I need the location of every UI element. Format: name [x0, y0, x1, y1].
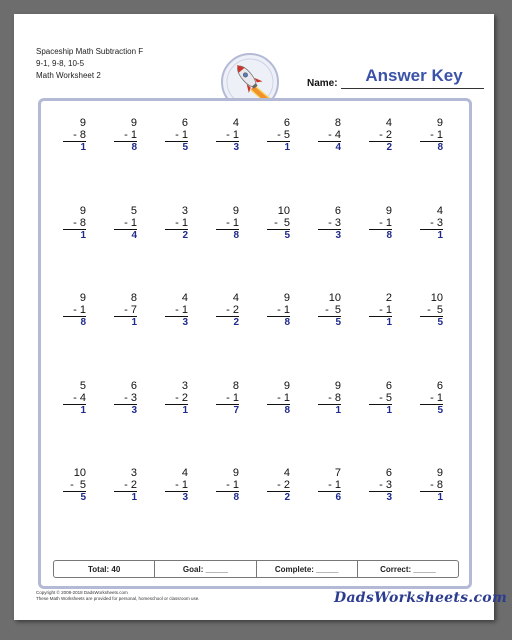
- subtraction-problem: [51, 380, 102, 468]
- answer: 5: [284, 229, 290, 241]
- subtrahend: - 8: [73, 216, 86, 229]
- brand-logo[interactable]: DadsWorksheets.com: [334, 590, 508, 606]
- answer: 8: [80, 317, 86, 328]
- subtraction-problem: [102, 467, 153, 555]
- minuend: 10: [277, 204, 290, 217]
- subtraction-problem: [357, 205, 408, 293]
- answer: 8: [284, 317, 290, 328]
- usage-text: These Math Worksheets are provided for personal, homeschool or classroom use.: [36, 596, 200, 601]
- answer: 5: [80, 492, 86, 503]
- minuend: 9: [283, 292, 290, 304]
- minuend: 9: [334, 379, 341, 392]
- score-total: Total: 40: [54, 561, 155, 577]
- answer: 1: [80, 229, 86, 241]
- answer: 4: [131, 229, 137, 241]
- minuend: 9: [436, 467, 443, 479]
- subtraction-problem: [408, 292, 459, 380]
- answer: 5: [437, 404, 443, 416]
- subtrahend: - 4: [328, 129, 341, 141]
- minuend: 6: [181, 117, 188, 129]
- subtrahend: - 1: [277, 304, 290, 316]
- subtrahend: - 1: [226, 129, 239, 141]
- answer: 1: [284, 142, 290, 153]
- answer: 8: [233, 492, 239, 503]
- answer: 8: [284, 404, 290, 416]
- subtraction-problem: [306, 467, 357, 555]
- minuend: 9: [232, 467, 239, 479]
- subtrahend: - 3: [430, 216, 443, 229]
- subtraction-problem: [102, 380, 153, 468]
- score-complete[interactable]: Complete: _____: [257, 561, 358, 577]
- answer: 1: [437, 229, 443, 241]
- minuend: 3: [130, 467, 137, 479]
- minuend: 6: [334, 204, 341, 217]
- footer-copyright: [36, 590, 200, 602]
- problem-grid: [41, 117, 479, 555]
- answer: 1: [80, 142, 86, 153]
- subtrahend: - 3: [328, 216, 341, 229]
- minuend: 5: [79, 379, 86, 392]
- answer: 4: [335, 142, 341, 153]
- subtrahend: - 1: [226, 216, 239, 229]
- minuend: 6: [385, 467, 392, 479]
- subtraction-problem: [255, 380, 306, 468]
- minuend: 4: [232, 117, 239, 129]
- subtraction-problem: [102, 205, 153, 293]
- minuend: 4: [181, 467, 188, 479]
- answer: 3: [131, 404, 137, 416]
- subtraction-problem: [408, 205, 459, 293]
- subtrahend: - 1: [379, 216, 392, 229]
- answer: 5: [335, 317, 341, 328]
- subtrahend: - 1: [430, 129, 443, 141]
- name-label: Name:: [307, 78, 338, 89]
- subtrahend: - 5: [277, 129, 290, 141]
- answer: 1: [335, 404, 341, 416]
- subtrahend: - 1: [124, 129, 137, 141]
- subtrahend: - 8: [328, 391, 341, 404]
- minuend: 2: [385, 292, 392, 304]
- subtrahend: - 1: [430, 391, 443, 404]
- subtrahend: - 4: [73, 391, 86, 404]
- minuend: 4: [283, 467, 290, 479]
- subtrahend: - 1: [124, 216, 137, 229]
- score-bar: [53, 560, 459, 578]
- subtraction-problem: [306, 380, 357, 468]
- minuend: 5: [130, 204, 137, 217]
- minuend: 3: [181, 379, 188, 392]
- subtrahend: - 1: [328, 479, 341, 491]
- subtrahend: - 3: [379, 479, 392, 491]
- subtraction-problem: [255, 205, 306, 293]
- minuend: 7: [334, 467, 341, 479]
- subtraction-problem: [204, 467, 255, 555]
- score-correct[interactable]: Correct: _____: [380, 564, 436, 574]
- minuend: 6: [436, 379, 443, 392]
- answer: 8: [131, 142, 137, 153]
- subtraction-problem: [255, 117, 306, 205]
- answer: 2: [386, 142, 392, 153]
- name-field-line[interactable]: [341, 88, 484, 89]
- answer: 1: [386, 317, 392, 328]
- subtraction-problem: [51, 467, 102, 555]
- minuend: 8: [334, 117, 341, 129]
- worksheet-title: Spaceship Math Subtraction F: [36, 47, 144, 56]
- subtrahend: - 1: [226, 479, 239, 491]
- subtrahend: - 1: [175, 129, 188, 141]
- answer: 7: [233, 404, 239, 416]
- subtraction-problem: [357, 467, 408, 555]
- subtraction-problem: [153, 292, 204, 380]
- subtrahend: - 1: [379, 304, 392, 316]
- subtraction-problem: [102, 117, 153, 205]
- subtrahend: - 1: [175, 304, 188, 316]
- subtraction-problem: [153, 380, 204, 468]
- subtraction-problem: [204, 380, 255, 468]
- worksheet-facts: 9-1, 9-8, 10-5: [36, 59, 85, 68]
- subtraction-problem: [153, 117, 204, 205]
- subtraction-problem: [408, 117, 459, 205]
- minuend: 4: [181, 292, 188, 304]
- subtrahend: - 2: [175, 391, 188, 404]
- subtrahend: - 1: [277, 391, 290, 404]
- subtraction-problem: [306, 205, 357, 293]
- answer: 8: [437, 142, 443, 153]
- score-goal[interactable]: Goal: _____: [155, 561, 256, 577]
- subtrahend: - 1: [226, 391, 239, 404]
- subtraction-problem: [51, 292, 102, 380]
- minuend: 6: [385, 379, 392, 392]
- subtraction-problem: [153, 467, 204, 555]
- subtrahend: - 5: [325, 304, 341, 316]
- worksheet-page: [14, 14, 508, 620]
- answer: 1: [131, 492, 137, 503]
- subtrahend: - 2: [277, 479, 290, 491]
- answer: 8: [386, 229, 392, 241]
- subtraction-problem: [408, 467, 459, 555]
- answer: 2: [233, 317, 239, 328]
- answer: 3: [335, 229, 341, 241]
- subtrahend: - 8: [73, 129, 86, 141]
- subtrahend: - 2: [379, 129, 392, 141]
- minuend: 10: [430, 292, 443, 304]
- minuend: 3: [181, 204, 188, 217]
- subtraction-problem: [51, 205, 102, 293]
- subtrahend: - 5: [379, 391, 392, 404]
- answer-key-title: Answer Key: [365, 66, 463, 85]
- subtraction-problem: [51, 117, 102, 205]
- copyright-text: Copyright © 2008-2018 DadsWorksheets.com: [36, 590, 128, 595]
- answer: 1: [437, 492, 443, 503]
- subtraction-problem: [408, 380, 459, 468]
- answer: 3: [386, 492, 392, 503]
- minuend: 9: [385, 204, 392, 217]
- subtraction-problem: [102, 292, 153, 380]
- answer: 1: [386, 404, 392, 416]
- minuend: 9: [232, 204, 239, 217]
- subtraction-problem: [357, 292, 408, 380]
- subtrahend: - 5: [274, 216, 290, 229]
- minuend: 9: [79, 117, 86, 129]
- minuend: 9: [436, 117, 443, 129]
- answer: 6: [335, 492, 341, 503]
- answer: 3: [182, 317, 188, 328]
- subtrahend: - 2: [124, 479, 137, 491]
- worksheet-subtitle: Math Worksheet 2: [36, 71, 101, 80]
- subtraction-problem: [255, 467, 306, 555]
- worksheet-header-info: [36, 46, 143, 82]
- subtrahend: - 2: [226, 304, 239, 316]
- minuend: 9: [79, 292, 86, 304]
- minuend: 6: [283, 117, 290, 129]
- subtrahend: - 5: [70, 479, 86, 491]
- minuend: 8: [130, 292, 137, 304]
- problems-frame: [38, 98, 472, 589]
- minuend: 9: [283, 379, 290, 392]
- minuend: 4: [436, 204, 443, 217]
- answer: 2: [182, 229, 188, 241]
- minuend: 4: [232, 292, 239, 304]
- answer: 2: [284, 492, 290, 503]
- subtraction-problem: [153, 205, 204, 293]
- minuend: 8: [232, 379, 239, 392]
- subtrahend: - 1: [73, 304, 86, 316]
- answer: 3: [182, 492, 188, 503]
- subtraction-problem: [204, 292, 255, 380]
- answer: 3: [233, 142, 239, 153]
- answer: 5: [182, 142, 188, 153]
- answer: 1: [80, 404, 86, 416]
- answer: 1: [182, 404, 188, 416]
- subtraction-problem: [357, 117, 408, 205]
- minuend: 4: [385, 117, 392, 129]
- subtraction-problem: [204, 205, 255, 293]
- answer: 1: [131, 317, 137, 328]
- subtrahend: - 1: [175, 216, 188, 229]
- answer: 5: [437, 317, 443, 328]
- minuend: 10: [328, 292, 341, 304]
- subtraction-problem: [204, 117, 255, 205]
- subtrahend: - 5: [427, 304, 443, 316]
- answer: 8: [233, 229, 239, 241]
- minuend: 9: [130, 117, 137, 129]
- subtrahend: - 3: [124, 391, 137, 404]
- minuend: 9: [79, 204, 86, 217]
- subtraction-problem: [306, 292, 357, 380]
- subtraction-problem: [255, 292, 306, 380]
- minuend: 6: [130, 379, 137, 392]
- subtraction-problem: [357, 380, 408, 468]
- subtrahend: - 8: [430, 479, 443, 491]
- subtrahend: - 7: [124, 304, 137, 316]
- subtraction-problem: [306, 117, 357, 205]
- minuend: 10: [73, 467, 86, 479]
- subtrahend: - 1: [175, 479, 188, 491]
